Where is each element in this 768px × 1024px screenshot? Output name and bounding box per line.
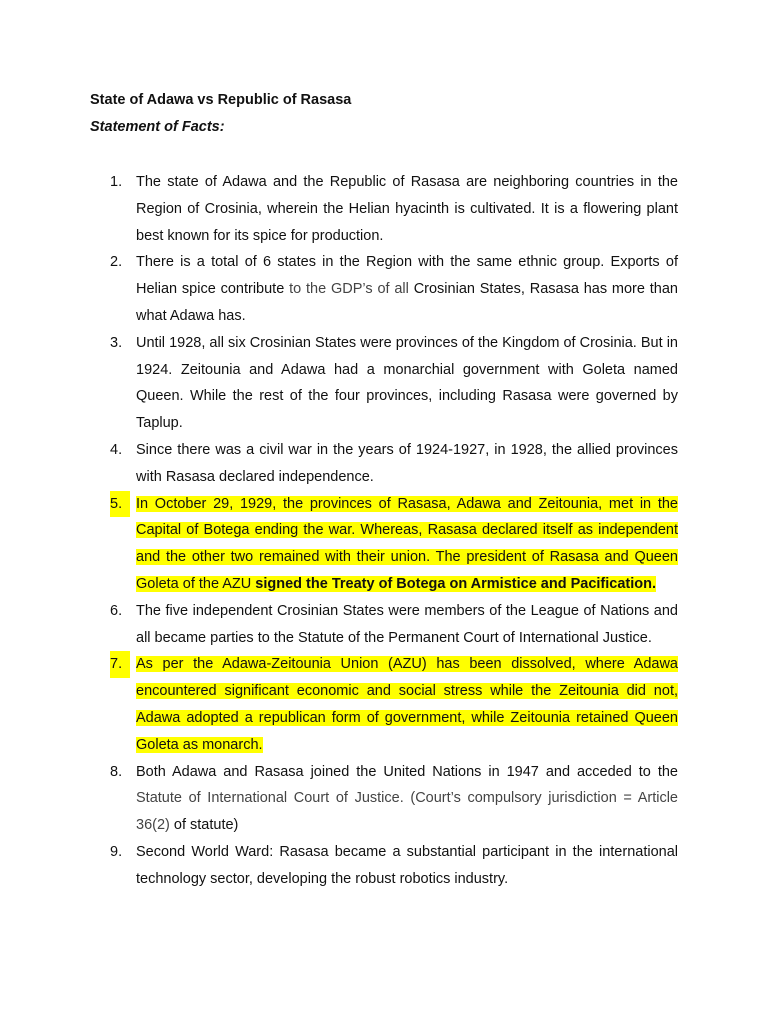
fact-item-6 — [108, 598, 678, 652]
highlighted-text: In October 29, 1929, the provinces of Rasasa, Adawa and Zeitounia, met in the Capital of Botega ending the war. Whereas, Rasasa declared itself as independent and the other two remained with their union. The president of Rasasa and Queen Goleta of the AZU — [136, 495, 678, 592]
fact-item-2 — [108, 249, 678, 329]
fact-number: 9. — [110, 843, 123, 860]
fact-text-part: of statute) — [169, 817, 239, 834]
fact-text: Until 1928, all six Crosinian States were provinces of the Kingdom of Crosinia. But in 1924. Zeitounia and Adawa had a monarchial government with Goleta named Queen. While the rest of the four provinces, including Rasasa were governed by Taplup. — [136, 334, 678, 432]
fact-item-8 — [108, 759, 678, 839]
highlighted-bold-text: signed the Treaty of Botega on Armistice and Pacification. — [255, 575, 657, 592]
fact-item-9 — [108, 839, 678, 893]
fact-number: 6. — [110, 602, 123, 619]
fact-text-part: There is a total of 6 states in the Region with the same ethnic group. Exports of Helian spice contribute — [136, 254, 678, 298]
document-title: State of Adawa vs Republic of Rasasa — [90, 92, 352, 108]
fact-number: 7. — [110, 651, 130, 678]
fact-text-part-light: to the GDP’s of all — [289, 281, 409, 298]
facts-list — [108, 169, 678, 893]
fact-text-part-light: Statute of International Court of Justice. (Court’s compulsory jurisdiction = Article 36(2) — [136, 790, 678, 834]
fact-number: 1. — [110, 174, 123, 190]
fact-number: 2. — [110, 254, 123, 271]
fact-number: 3. — [110, 334, 123, 351]
fact-text: The state of Adawa and the Republic of Rasasa are neighboring countries in the Region of Crosinia, wherein the Helian hyacinth is cultivated. It is a flowering plant best known for its spice for production. — [136, 174, 678, 244]
highlighted-text: As per the Adawa-Zeitounia Union (AZU) has been dissolved, where Adawa encountered significant economic and social stress while the Zeitounia did not, Adawa adopted a republican form of government, while Zeitounia retained Queen Goleta as monarch. — [136, 656, 678, 753]
fact-item-7-highlighted — [108, 651, 678, 758]
fact-text: Since there was a civil war in the years of 1924-1927, in 1928, the allied provinces with Rasasa declared independence. — [136, 441, 678, 485]
fact-item-4 — [108, 437, 678, 491]
fact-number: 4. — [110, 441, 123, 458]
fact-text-part: Crosinian States, Rasasa has more than what Adawa has. — [136, 281, 678, 324]
fact-text — [136, 491, 678, 598]
fact-number: 5. — [110, 491, 130, 518]
fact-text — [136, 651, 678, 758]
fact-text: The five independent Crosinian States were members of the League of Nations and all became parties to the Statute of the Permanent Court of International Justice. — [136, 602, 678, 646]
fact-item-5-highlighted — [108, 491, 678, 598]
fact-number: 8. — [110, 763, 123, 780]
document-subtitle: Statement of Facts: — [90, 119, 225, 135]
fact-text-part: Both Adawa and Rasasa joined the United Nations in 1947 and acceded to the — [136, 763, 678, 780]
fact-text: Second World Ward: Rasasa became a substantial participant in the international technology sector, developing the robust robotics industry. — [136, 843, 678, 887]
fact-text — [136, 759, 678, 839]
fact-item-3 — [108, 330, 678, 437]
fact-item-1 — [108, 169, 678, 249]
fact-text — [136, 249, 678, 329]
